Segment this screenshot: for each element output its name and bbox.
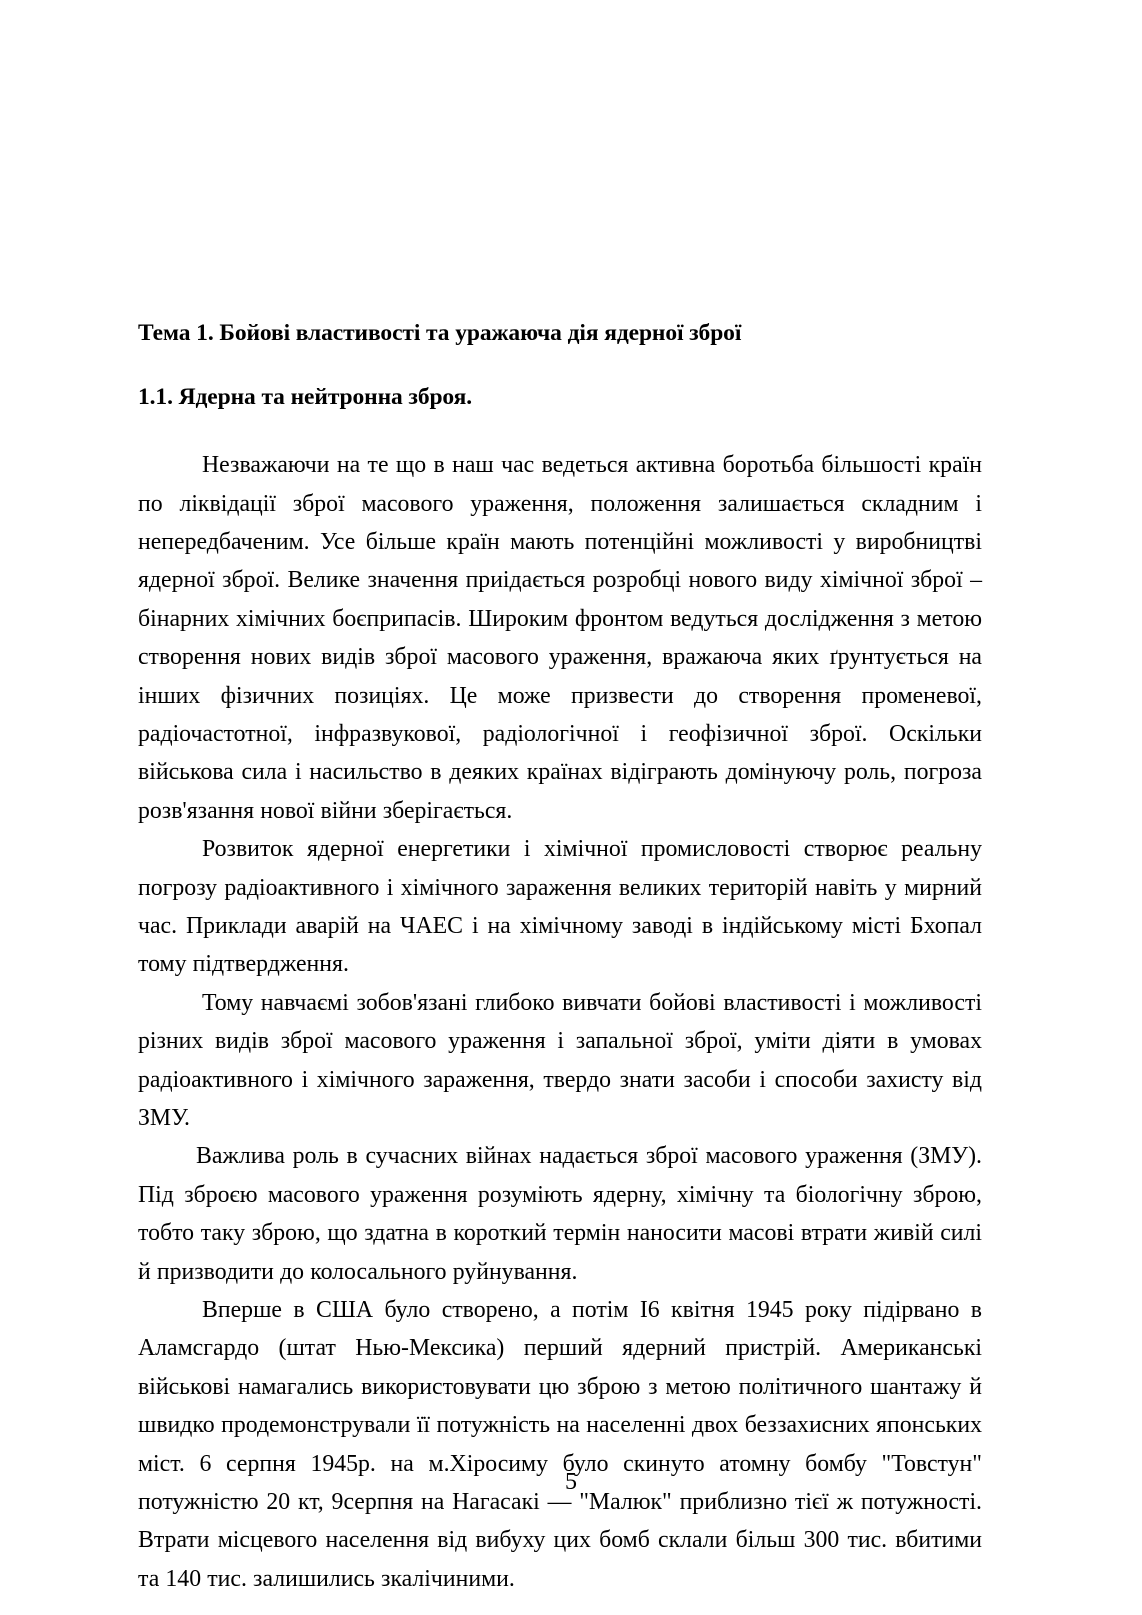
paragraph: Вперше в США було створено, а потім І6 квітня 1945 року підірвано в Аламсгардо (штат Нью-Мексика) перший ядерний пристрій. Американські військові намагались використовувати цю зброю з метою політичного шантажу й швидко продемонстрували її потужність на населенні двох беззахисних японських міст. 6 серпня 1945р. на м.Хіросиму було скинуто атомну бомбу "Товстун" потужністю 20 кт, 9серпня на Нагасакі — "Малюк" приблизно тієї ж потужності. Втрати місцевого населення від вибуху цих бомб склали більш 300 тис. вбитими та 140 тис. залишились зкалічиними. (138, 1297, 982, 1592)
paragraph: Важлива роль в сучасних війнах надається зброї масового ураження (ЗМУ). Під зброєю масового ураження розуміють ядерну, хімічну та біологічну зброю, тобто таку зброю, що здатна в короткий термін наносити масові втрати живій силі й призводити до колосального руйнування. (138, 1143, 982, 1285)
page-number: 5 (565, 1469, 577, 1495)
section-heading: 1.1. Ядерна та нейтронна зброя. (138, 383, 473, 410)
paragraph: Розвиток ядерної енергетики і хімічної промисловості створює реальну погрозу радіоактивного і хімічного зараження великих територій навіть у мирний час. Приклади аварій на ЧАЕС і на хімічному заводі в індійському місті Бхопал тому підтвердження. (138, 836, 982, 978)
page-title: Тема 1. Бойові властивості та уражаюча дія ядерної зброї (138, 320, 742, 346)
paragraph-list (138, 446, 982, 1598)
paragraph: Незважаючи на те що в наш час ведеться активна боротьба більшості країн по ліквідації зброї масового ураження, положення залишається складним і непередбаченим. Усе більше країн мають потенційні можливості у виробництві ядерної зброї. Велике значення приідається розробці нового виду хімічної зброї – бінарних хімічних боєприпасів. Широким фронтом ведуться дослідження з метою створення нових видів зброї масового ураження, вражаюча яких ґрунтується на інших фізичних позиціях. Це може призвести до створення променевої, радіочастотної, інфразвукової, радіологічної і геофізичної зброї. Оскільки військова сила і насильство в деяких країнах відіграють домінуючу роль, погроза розв'язання нової війни зберігається. (138, 452, 982, 824)
paragraph: Тому навчаємі зобов'язані глибоко вивчати бойові властивості і можливості різних видів зброї масового ураження і запальної зброї, уміти діяти в умовах радіоактивного і хімічного зараження, твердо знати засоби і способи захисту від ЗМУ. (138, 989, 982, 1131)
document-body (138, 318, 982, 1598)
